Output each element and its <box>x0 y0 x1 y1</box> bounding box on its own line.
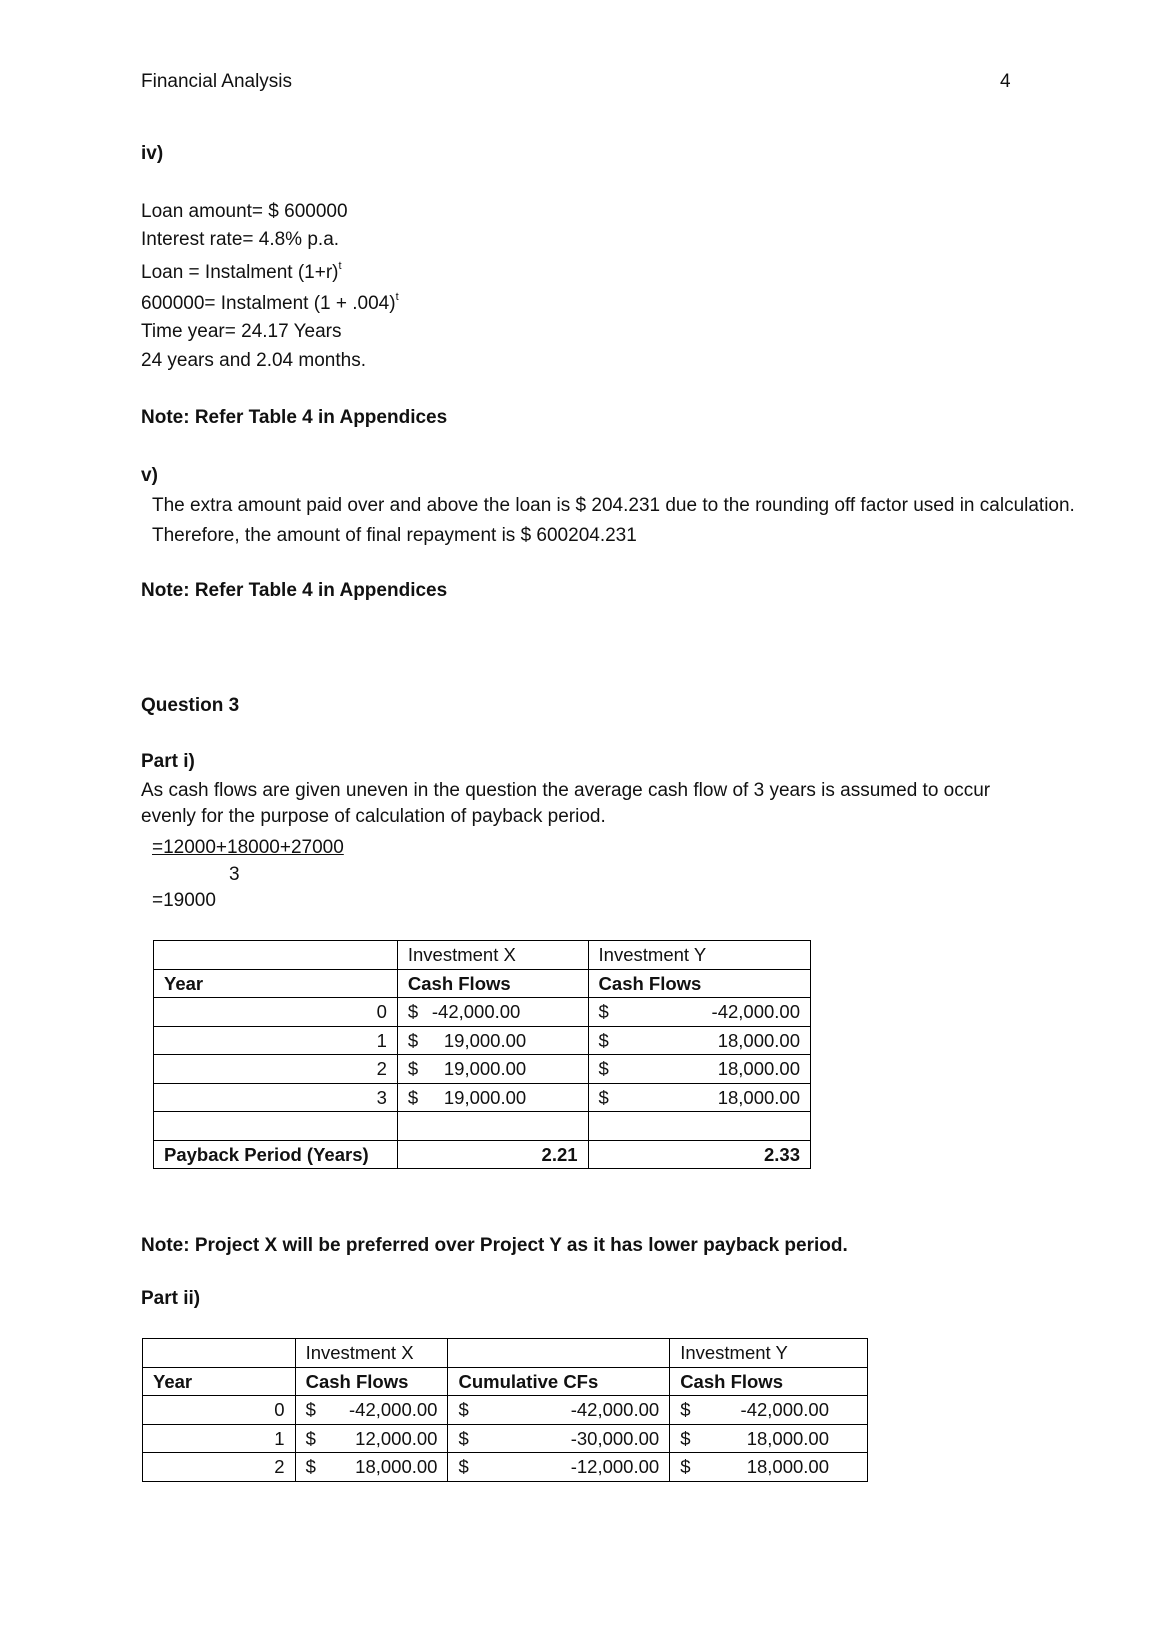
loan-formula-2-base: 600000= Instalment (1 + .004) <box>141 293 396 314</box>
cumulative-cf-table <box>142 1338 868 1482</box>
interest-rate-line: Interest rate= 4.8% p.a. <box>141 229 340 250</box>
table-header-cell: Cash Flows <box>397 969 588 998</box>
average-result: =19000 <box>152 890 216 911</box>
average-numerator: =12000+18000+27000 <box>152 837 344 858</box>
cell-content <box>458 1425 659 1453</box>
table-header-cell <box>448 1339 670 1368</box>
investment-x-cell <box>295 1453 448 1482</box>
year-cell: 3 <box>154 1083 398 1112</box>
currency-symbol: $ <box>407 1058 419 1079</box>
payback-table <box>153 940 811 1169</box>
empty-cell <box>588 1112 810 1141</box>
table-row <box>154 1026 811 1055</box>
table-header-cell: Cash Flows <box>588 969 810 998</box>
cell-content <box>599 1027 800 1055</box>
running-header-title: Financial Analysis <box>141 71 293 92</box>
cash-flow-value: -42,000.00 <box>711 1001 800 1022</box>
cell-content <box>599 1084 800 1112</box>
empty-cell <box>397 1112 588 1141</box>
investment-y-cell <box>670 1396 868 1425</box>
loan-formula-base: Loan = Instalment (1+r) <box>141 262 339 283</box>
cumulative-cell <box>448 1453 670 1482</box>
currency-symbol: $ <box>598 1058 609 1079</box>
cash-flow-value: -42,000.00 <box>431 1001 521 1022</box>
cell-content <box>306 1453 438 1481</box>
table-row <box>143 1453 868 1482</box>
investment-y-cell <box>670 1424 868 1453</box>
table-header-cell: Cash Flows <box>295 1367 448 1396</box>
table-header-row <box>143 1339 868 1368</box>
years-months-line: 24 years and 2.04 months. <box>141 350 366 371</box>
currency-symbol: $ <box>680 1427 691 1449</box>
table-header-row <box>154 969 811 998</box>
payback-y-value: 2.33 <box>588 1140 810 1169</box>
table-row <box>143 1424 868 1453</box>
page-number: 4 <box>1000 71 1011 92</box>
investment-y-cell <box>588 1026 810 1055</box>
cash-flow-value: 18,000.00 <box>746 1456 829 1477</box>
investment-x-cell <box>295 1396 448 1425</box>
section-v-line2: Therefore, the amount of final repayment is $ 600204.231 <box>152 525 637 546</box>
table-header-cell: Cumulative CFs <box>448 1367 670 1396</box>
table-header-row <box>143 1367 868 1396</box>
table-header-cell <box>143 1339 296 1368</box>
year-cell: 1 <box>154 1026 398 1055</box>
year-cell: 2 <box>154 1055 398 1084</box>
currency-symbol: $ <box>407 1029 419 1051</box>
investment-y-cell <box>588 998 810 1027</box>
cash-flow-value: 18,000.00 <box>717 1058 800 1079</box>
year-cell: 0 <box>143 1396 296 1425</box>
investment-x-cell <box>397 998 588 1027</box>
investment-x-cell <box>397 1083 588 1112</box>
part-i-label: Part i) <box>141 751 195 772</box>
question-3-note: Note: Project X will be preferred over Project Y as it has lower payback period. <box>141 1235 848 1256</box>
cell-content <box>599 1055 800 1083</box>
cell-content <box>680 1453 857 1481</box>
section-iv-label: iv) <box>141 143 164 164</box>
table-header-row <box>154 941 811 970</box>
investment-x-cell <box>397 1026 588 1055</box>
table-header-cell: Investment X <box>295 1339 448 1368</box>
loan-formula-exponent: t <box>338 260 342 272</box>
table-header-cell: Year <box>143 1367 296 1396</box>
average-denominator: 3 <box>229 864 240 885</box>
year-cell: 1 <box>143 1424 296 1453</box>
cash-flow-value: -42,000.00 <box>740 1399 829 1420</box>
cash-flow-value: 19,000.00 <box>443 1029 527 1051</box>
payback-row <box>154 1140 811 1169</box>
currency-symbol: $ <box>680 1399 691 1420</box>
currency-symbol: $ <box>458 1456 469 1477</box>
cumulative-value: -30,000.00 <box>570 1427 660 1449</box>
cell-content <box>306 1396 438 1424</box>
currency-symbol: $ <box>598 1029 609 1051</box>
currency-symbol: $ <box>407 1086 419 1108</box>
table-header-cell: Investment Y <box>670 1339 868 1368</box>
currency-symbol: $ <box>598 1086 609 1108</box>
cash-flow-value: 19,000.00 <box>443 1058 527 1079</box>
cash-flow-value: 12,000.00 <box>355 1427 438 1449</box>
loan-formula-2-exponent: t <box>395 291 399 303</box>
part-i-para-line1: As cash flows are given uneven in the question the average cash flow of 3 years is assumed to occur <box>141 780 991 801</box>
investment-y-cell <box>670 1453 868 1482</box>
table-empty-row <box>154 1112 811 1141</box>
section-iv-note: Note: Refer Table 4 in Appendices <box>141 407 448 428</box>
cumulative-value: -12,000.00 <box>570 1456 660 1477</box>
loan-formula-line <box>141 260 342 283</box>
currency-symbol: $ <box>598 1001 609 1022</box>
investment-y-cell <box>588 1083 810 1112</box>
cell-content <box>680 1396 857 1424</box>
currency-symbol: $ <box>305 1427 316 1449</box>
table-header-cell: Cash Flows <box>670 1367 868 1396</box>
empty-cell <box>154 1112 398 1141</box>
currency-symbol: $ <box>305 1456 316 1477</box>
question-3-title: Question 3 <box>141 695 240 716</box>
cell-content <box>680 1425 857 1453</box>
currency-symbol: $ <box>407 1001 419 1022</box>
time-year-line: Time year= 24.17 Years <box>141 321 342 342</box>
cell-content <box>458 1453 659 1481</box>
investment-x-cell <box>397 1055 588 1084</box>
cell-content <box>306 1425 438 1453</box>
loan-formula-2-line <box>141 291 399 314</box>
cumulative-cell <box>448 1424 670 1453</box>
currency-symbol: $ <box>458 1427 469 1449</box>
cash-flow-value: 18,000.00 <box>717 1029 800 1051</box>
table-header-cell: Year <box>154 969 398 998</box>
cash-flow-value: -42,000.00 <box>349 1399 438 1420</box>
table-header-cell: Investment Y <box>588 941 810 970</box>
year-cell: 0 <box>154 998 398 1027</box>
cumulative-value: -42,000.00 <box>570 1399 660 1420</box>
part-ii-label: Part ii) <box>141 1288 201 1309</box>
part-i-para-line2: evenly for the purpose of calculation of payback period. <box>141 806 606 827</box>
table-row <box>154 1055 811 1084</box>
currency-symbol: $ <box>680 1456 691 1477</box>
payback-label: Payback Period (Years) <box>154 1140 398 1169</box>
table-header-cell: Investment X <box>397 941 588 970</box>
cash-flow-value: 18,000.00 <box>746 1427 829 1449</box>
cell-content <box>599 998 800 1026</box>
investment-y-cell <box>588 1055 810 1084</box>
cash-flow-value: 18,000.00 <box>717 1086 800 1108</box>
table-row <box>143 1396 868 1425</box>
year-cell: 2 <box>143 1453 296 1482</box>
section-v-note: Note: Refer Table 4 in Appendices <box>141 580 448 601</box>
table-header-cell <box>154 941 398 970</box>
table-row <box>154 1083 811 1112</box>
cash-flow-value: 19,000.00 <box>443 1086 527 1108</box>
cell-content <box>458 1396 659 1424</box>
cash-flow-value: 18,000.00 <box>355 1456 438 1477</box>
loan-amount-line: Loan amount= $ 600000 <box>141 201 348 222</box>
currency-symbol: $ <box>305 1399 316 1420</box>
section-v-line1: The extra amount paid over and above the loan is $ 204.231 due to the rounding off factor used in calculation. <box>152 495 1075 516</box>
cumulative-cell <box>448 1396 670 1425</box>
investment-x-cell <box>295 1424 448 1453</box>
table-row <box>154 998 811 1027</box>
currency-symbol: $ <box>458 1399 469 1420</box>
payback-x-value: 2.21 <box>397 1140 588 1169</box>
section-v-label: v) <box>141 465 158 486</box>
